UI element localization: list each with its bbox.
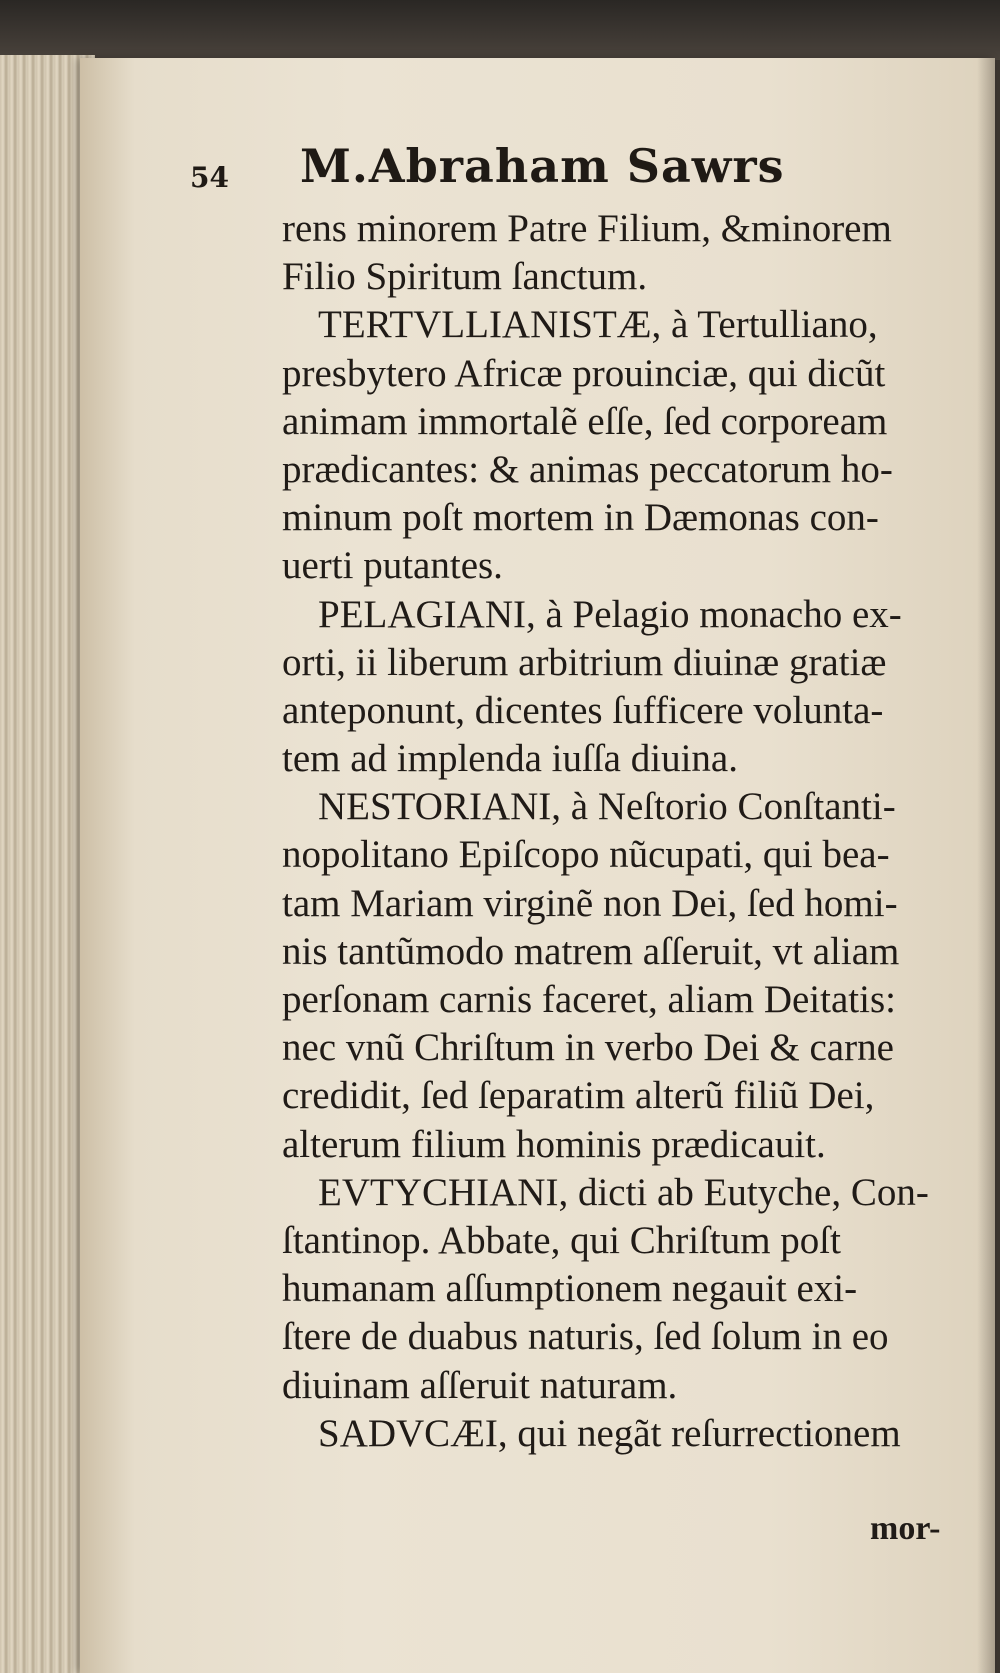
text-line: orti, ii liberum arbitrium diuinæ gratiæ (282, 640, 887, 684)
text-line: minum poſt mortem in Dæmonas con- (282, 496, 879, 540)
page-number: 54 (190, 161, 229, 194)
text-line: nec vnũ Chriſtum in verbo Dei & carne (282, 1026, 894, 1070)
scan-background (0, 0, 1000, 60)
text-line: ſtantinop. Abbate, qui Chriſtum poſt (282, 1218, 841, 1262)
text-line: SADVCÆI, qui negãt reſurrectionem (318, 1411, 901, 1455)
text-line: diuinam aſſeruit naturam. (282, 1363, 678, 1407)
text-line: EVTYCHIANI, dicti ab Eutyche, Con- (318, 1170, 929, 1214)
text-line: tam Mariam virginẽ non Dei, ſed homi- (282, 881, 898, 925)
text-line: NESTORIANI, à Neſtorio Conſtanti- (318, 785, 896, 829)
text-line: anteponunt, dicentes ſufficere volunta- (282, 688, 884, 732)
running-title: M.Abraham Sawrs (300, 139, 785, 193)
text-line: TERTVLLIANISTÆ, à Tertulliano, (318, 303, 878, 347)
catchword: mor- (870, 1510, 941, 1547)
text-line: credidit, ſed ſeparatim alterũ filiũ Dei, (282, 1074, 875, 1118)
text-line: rens minorem Patre Filium, &minorem (282, 207, 892, 250)
body-text (282, 205, 1000, 1458)
text-line: alterum filium hominis prædicauit. (282, 1122, 826, 1166)
text-line: ſtere de duabus naturis, ſed ſolum in eo (282, 1315, 889, 1359)
text-line: humanam aſſumptionem negauit exi- (282, 1267, 858, 1311)
text-line: prædicantes: & animas peccatorum ho- (282, 447, 893, 491)
text-line: presbytero Africæ prouinciæ, qui dicũt (282, 351, 886, 395)
text-line: tem ad implenda iuſſa diuina. (282, 737, 738, 781)
text-line: nopolitano Epiſcopo nũcupati, qui bea- (282, 833, 890, 877)
text-line: animam immortalẽ eſſe, ſed corpoream (282, 399, 888, 443)
text-line: uerti putantes. (282, 544, 503, 588)
text-line: nis tantũmodo matrem aſſeruit, vt aliam (282, 929, 900, 973)
text-line: perſonam carnis faceret, aliam Deitatis: (282, 978, 896, 1021)
text-line: PELAGIANI, à Pelagio monacho ex- (318, 592, 902, 636)
page-header (190, 135, 910, 205)
text-line: Filio Spiritum ſanctum. (282, 255, 648, 299)
